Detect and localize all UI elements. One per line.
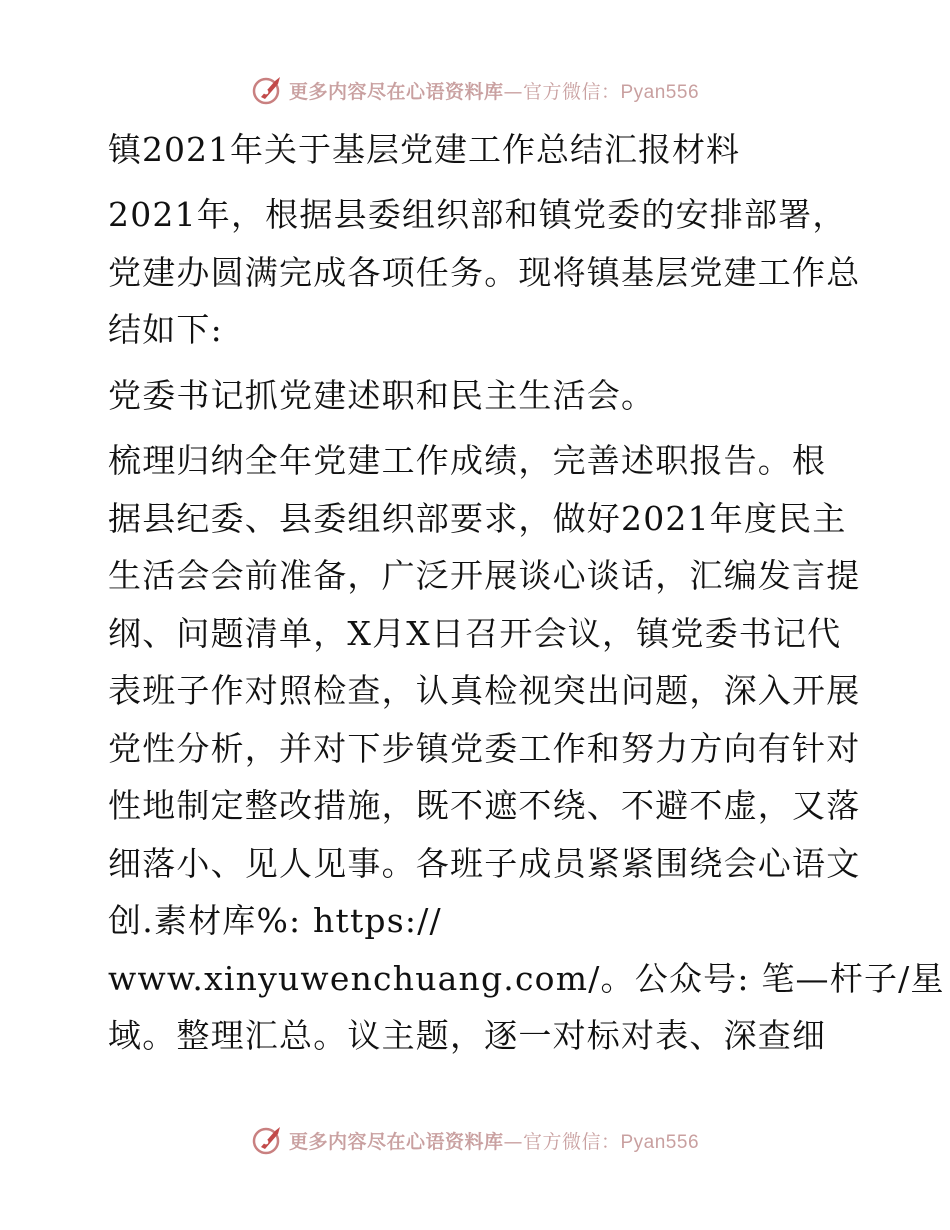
header-watermark-banner	[0, 70, 950, 110]
footer-watermark-banner	[0, 1120, 950, 1160]
watermark-wechat-id: Pyan556	[620, 1131, 700, 1153]
text-line: www.xinyuwenchuang.com/。公众号: 笔—杆子/星	[108, 958, 945, 998]
watermark-separator: —官方微信：	[503, 80, 621, 103]
text-line: 表班子作对照检查，认真检视突出问题，深入开展	[108, 671, 861, 710]
watermark-wechat-id: Pyan556	[620, 81, 700, 103]
text-line: 党委书记抓党建述职和民主生活会。	[108, 375, 656, 415]
watermark-brand: 更多内容尽在心语资料库	[288, 1130, 504, 1153]
pen-nib-circle-icon	[251, 73, 285, 107]
watermark-brand: 更多内容尽在心语资料库	[288, 80, 504, 103]
text-line: 生活会会前准备，广泛开展谈心谈话，汇编发言提	[108, 556, 861, 595]
watermark-separator: —官方微信：	[503, 1130, 621, 1153]
text-line: 性地制定整改措施，既不遮不绕、不避不虚，又落	[108, 786, 861, 825]
paragraph-body	[96, 432, 945, 1065]
document-body	[96, 122, 945, 1073]
text-line: 党建办圆满完成各项任务。现将镇基层党建工作总	[108, 252, 861, 292]
watermark-text	[289, 77, 699, 104]
text-line: 域。整理汇总。议主题，逐一对标对表、深查细	[108, 1016, 827, 1055]
text-line: 细落小、见人见事。各班子成员紧紧围绕会心语文	[108, 843, 861, 883]
text-line: 梳理归纳全年党建工作成绩，完善述职报告。根	[108, 441, 827, 480]
paragraph-section-heading	[96, 367, 856, 425]
text-line: 纲、问题清单，X月X日召开会议，镇党委书记代	[108, 613, 842, 653]
text-line: 党性分析，并对下步镇党委工作和努力方向有针对	[108, 728, 861, 768]
text-line: 创.素材库%: https://	[108, 901, 442, 940]
text-line: 结如下:	[108, 310, 223, 349]
document-title: 镇2021年关于基层党建工作总结汇报材料	[108, 130, 740, 169]
pen-nib-circle-icon	[251, 1123, 285, 1157]
paragraph-intro	[96, 186, 861, 359]
text-line: 据县纪委、县委组织部要求，做好2021年度民主	[108, 498, 847, 538]
text-line: 2021年，根据县委组织部和镇党委的安排部署，	[108, 195, 847, 234]
watermark-text	[289, 1127, 699, 1154]
